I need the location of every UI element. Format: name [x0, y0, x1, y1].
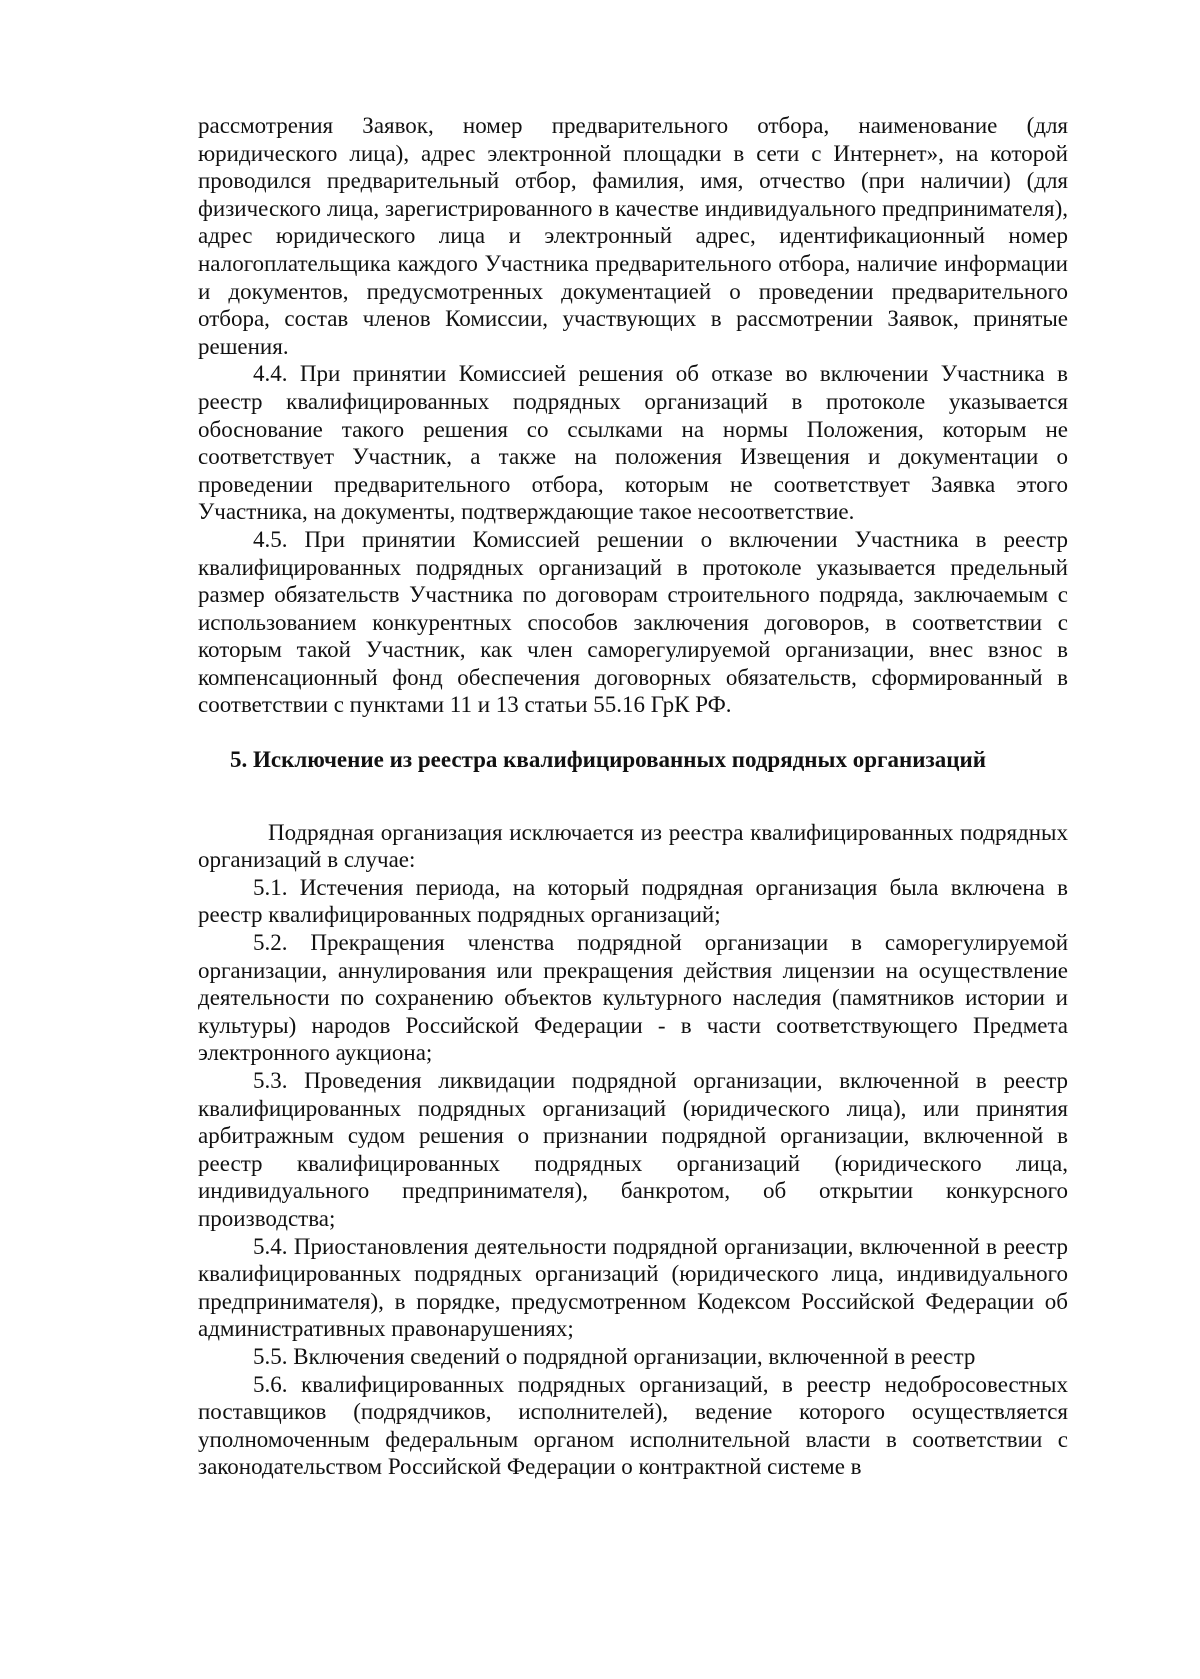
item-5-2: 5.2. Прекращения членства подрядной организации в саморегулируемой организации, аннулирования или прекращения действия лицензии на осуществление деятельности по сохранению объектов культурного наследия (памятников истории и культуры) народов Российской Федерации - в части соответствующего Предмета электронного аукциона;: [198, 930, 1068, 1066]
item-5-6: 5.6. квалифицированных подрядных организаций, в реестр недобросовестных поставщиков (подрядчиков, исполнителей), ведение которого осуществляется уполномоченным федеральным органом исполнительной власти в соответствии с законодательством Российской Федерации о контрактной системе в: [198, 1371, 1068, 1480]
paragraph-continuation: рассмотрения Заявок, номер предварительного отбора, наименование (для юридического лица), адрес электронной площадки в сети с Интернет», на которой проводился предварительный отбор, фамилия, имя, отчество (при наличии) (для физического лица, зарегистрированного в качестве индивидуального предпринимателя), адрес юридического лица и электронный адрес, идентификационный номер налогоплательщика каждого Участника предварительного отбора, наличие информации и документов, предусмотренных документацией о проведении предварительного отбора, состав членов Комиссии, участвующих в рассмотрении Заявок, принятые решения.: [198, 113, 1068, 359]
item-5-4: 5.4. Приостановления деятельности подрядной организации, включенной в реестр квалифицированных подрядных организаций (юридического лица, индивидуального предпринимателя), в порядке, предусмотренном Кодексом Российской Федерации об административных правонарушениях;: [198, 1233, 1068, 1342]
section-5-intro: Подрядная организация исключается из реестра квалифицированных подрядных организаций в случае:: [198, 819, 1068, 873]
section-5-heading: 5. Исключение из реестра квалифицированных подрядных организаций: [230, 747, 987, 773]
item-5-5: 5.5. Включения сведений о подрядной организации, включенной в реестр: [253, 1343, 976, 1369]
item-5-1: 5.1. Истечения периода, на который подрядная организация была включена в реестр квалифицированных подрядных организаций;: [198, 874, 1068, 928]
paragraph-4-5: 4.5. При принятии Комиссией решении о включении Участника в реестр квалифицированных подрядных организаций в протоколе указывается предельный размер обязательств Участника по договорам строительного подряда, заключаемым с использованием конкурентных способов заключения договоров, в соответствии с которым такой Участник, как член саморегулируемой организации, внес взнос в компенсационный фонд обеспечения договорных обязательств, сформированный в соответствии с пунктами 11 и 13 статьи 55.16 ГрК РФ.: [198, 526, 1068, 718]
document-body: [198, 112, 1068, 1481]
paragraph-4-4: 4.4. При принятии Комиссией решения об отказе во включении Участника в реестр квалифицированных подрядных организаций в протоколе указывается обоснование такого решения со ссылками на нормы Положения, которым не соответствует Участник, а также на положения Извещения и документации о проведении предварительного отбора, которым не соответствует Заявка этого Участника, на документы, подтверждающие такое несоответствие.: [198, 361, 1068, 525]
item-5-3: 5.3. Проведения ликвидации подрядной организации, включенной в реестр квалифицированных подрядных организаций (юридического лица), или принятия арбитражным судом решения о признании подрядной организации, включенной в реестр квалифицированных подрядных организаций (юридического лица, индивидуального предпринимателя), банкротом, об открытии конкурсного производства;: [198, 1068, 1068, 1231]
